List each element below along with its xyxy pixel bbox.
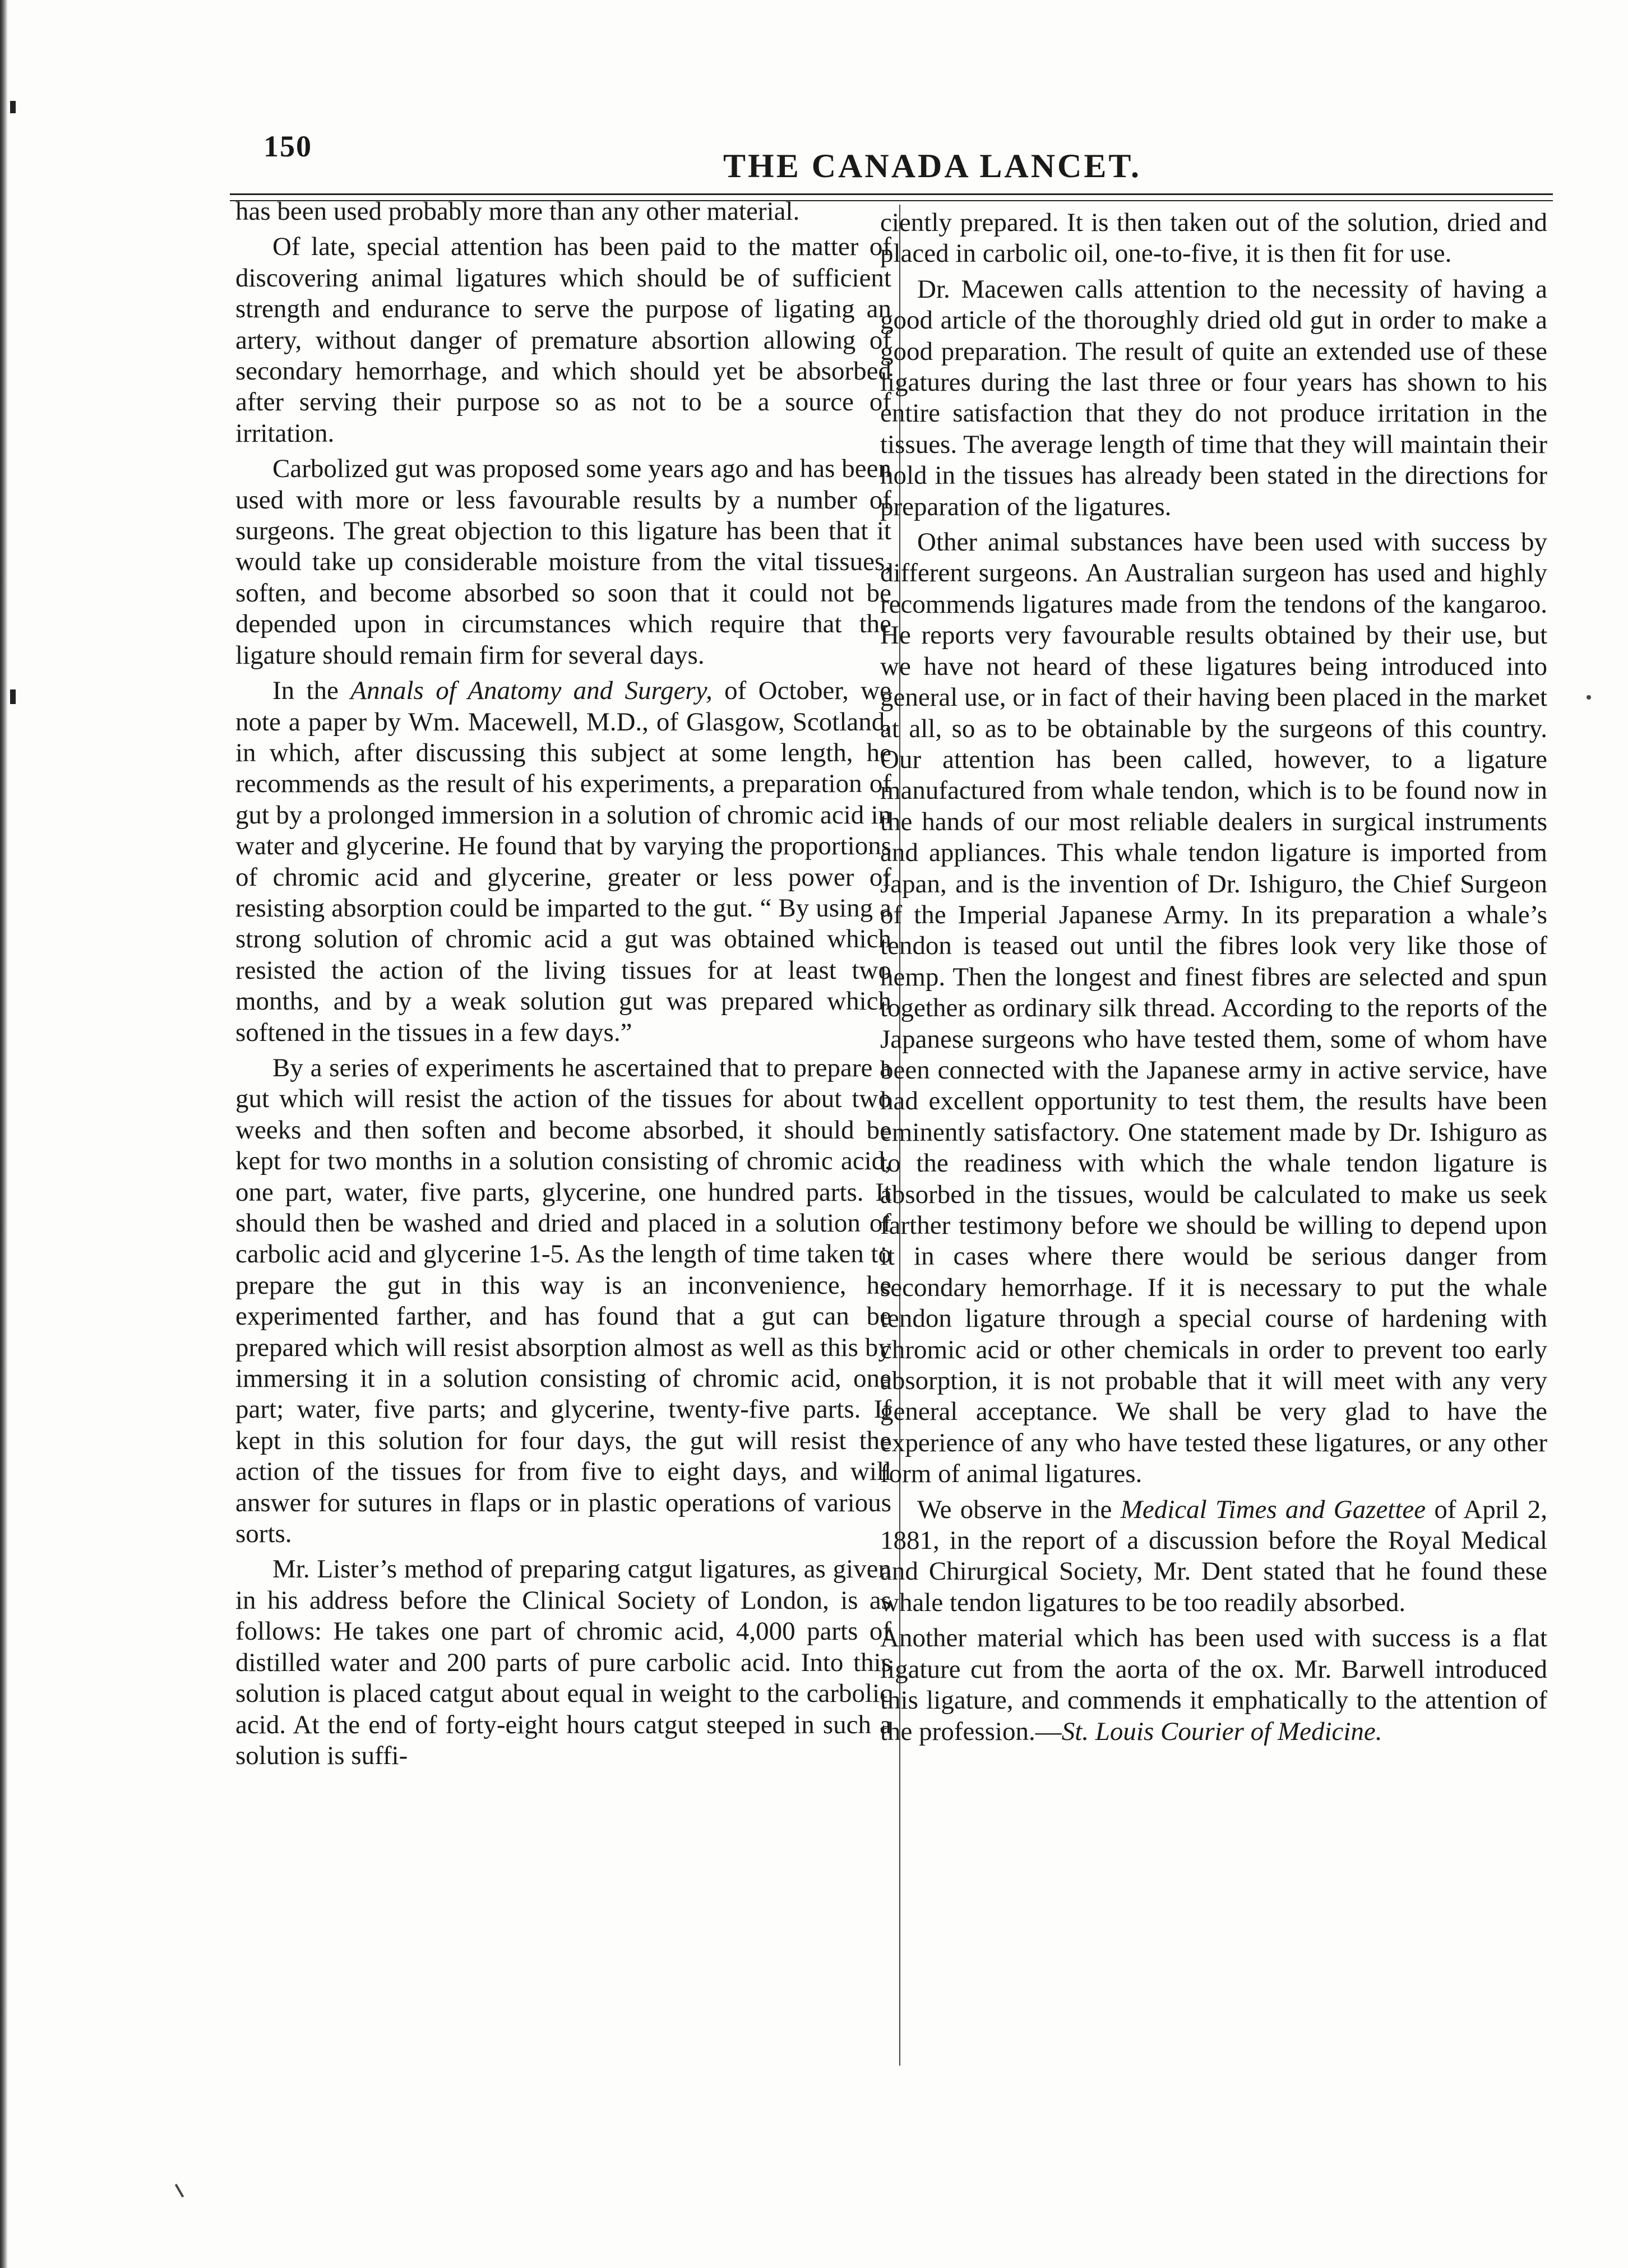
paragraph-text: of April 2, 1881, in the report of a discussion before the Royal Medical and Chirurgical Society, Mr. Dent stated that he found these whale tendon ligatures to be too readily absorbed. (880, 1494, 1547, 1617)
page-binding-edge (0, 0, 8, 2268)
paragraph: By a series of experiments he ascertained that to prepare a gut which will resist the action of the tissues for about two weeks and then soften and become absorbed, it should be kept for two months in a solution consisting of chromic acid, one part, water, five parts, glycerine, one hundred parts. It should then be washed and dried and placed in a solution of carbolic acid and glycerine 1-5. As the length of time taken to prepare the gut in this way is an inconvenience, he experimented farther, and has found that a gut can be prepared which will resist absorption almost as well as this by immersing it in a solution consisting of chromic acid, one part; water, five parts; and glycerine, twenty-five parts. If kept in this solution for four days, the gut will resist the action of the tissues for from five to eight days, and will answer for sutures in flaps or in plastic operations of various sorts. (235, 1053, 891, 1549)
header-rule (230, 193, 1553, 195)
left-column (235, 196, 891, 1771)
paragraph-text: In the (272, 676, 351, 706)
scan-speck (175, 2184, 184, 2198)
paragraph-text: of October, we note a paper by Wm. Macewell, M.D., of Glasgow, Scotland, in which, after discussing this subject at some length, he recommends as the result of his experiments, a preparation of gut by a prolonged immersion in a solution of chromic acid in water and glycerine. He found that by varying the proportions of chromic acid and glycerine, greater or less power of resisting absorption could be imparted to the gut. “ By using a strong solution of chromic acid a gut was obtained which resisted the action of the living tissues for at least two months, and by a weak solution gut was prepared which softened in the tissues in a few days.” (235, 676, 891, 1047)
paragraph (235, 675, 891, 1048)
page-number: 150 (263, 129, 312, 163)
paragraph: Mr. Lister’s method of preparing catgut ligatures, as given in his address before the Clinical Society of London, is as follows: He takes one part of chromic acid, 4,000 parts of distilled water and 200 parts of pure carbolic acid. Into this solution is placed catgut about equal in weight to the carbolic acid. At the end of forty-eight hours catgut steeped in such a solution is suffi- (235, 1554, 891, 1770)
journal-title: THE CANADA LANCET. (723, 147, 1141, 184)
scan-speck (1587, 695, 1591, 700)
page-header (263, 129, 1542, 191)
paragraph: Carbolized gut was proposed some years ago and has been used with more or less favourable results by a number of surgeons. The great objection to this ligature has been that it would take up considerable moisture from the vital tissues, soften, and become absorbed so soon that it could not be depended upon in circumstances which require that the ligature should remain firm for several days. (235, 454, 891, 670)
paragraph: Dr. Macewen calls attention to the necessity of having a good article of the thoroughly dried old gut in order to make a good preparation. The result of quite an extended use of these ligatures during the last three or four years has shown to his entire satisfaction that they do not produce irritation in the tissues. The average length of time that they will maintain their hold in the tissues has already been stated in the directions for preparation of the ligatures. (880, 274, 1547, 521)
paragraph-text: Another material which has been used with success is a flat ligature cut from the aorta of the ox. Mr. Barwell introduced this ligature, and commends it emphatically to the attention of the profession.— (880, 1623, 1547, 1746)
source-citation: St. Louis Courier of Medicine. (1061, 1716, 1382, 1746)
paragraph: ciently prepared. It is then taken out of the solution, dried and placed in carbolic oil, one-to-five, it is then fit for use. (880, 208, 1547, 269)
paragraph (880, 1494, 1547, 1619)
paragraph: has been used probably more than any other material. (235, 197, 800, 226)
paragraph (880, 1623, 1547, 1747)
paragraph: Other animal substances have been used with success by different surgeons. An Australian surgeon has used and highly recommends ligatures made from the tendons of the kangaroo. He reports very favourable results obtained by their use, but we have not heard of these ligatures being introduced into general use, or in fact of their having been placed in the market at all, so as to be obtainable by the surgeons of this country. Our attention has been called, however, to a ligature manufactured from whale tendon, which is to be found now in the hands of our most reliable dealers in surgical instruments and appliances. This whale tendon ligature is imported from Japan, and is the invention of Dr. Ishiguro, the Chief Surgeon of the Imperial Japanese Army. In its preparation a whale’s tendon is teased out until the fibres look very like those of hemp. Then the longest and finest fibres are selected and spun together as ordinary silk thread. According to the reports of the Japanese surgeons who have tested them, some of whom have been connected with the Japanese army in active service, have had excellent opportunity to test them, the results have been eminently satisfactory. One statement made by Dr. Ishiguro as to the readiness with which the whale tendon ligature is absorbed in the tissues, would be calculated to make us seek farther testimony before we should be willing to depend upon it in cases where there would be serious danger from secondary hemorrhage. If it is necessary to put the whale tendon ligature through a special course of hardening with chromic acid or other chemicals in order to prevent too early absorption, it is not probable that it will meet with any very general acceptance. We shall be very glad to have the experience of any who have tested these ligatures, or any other form of animal ligatures. (880, 527, 1547, 1489)
binding-mark (10, 101, 16, 113)
journal-citation: Medical Times and Gazettee (1120, 1494, 1426, 1524)
binding-mark (10, 689, 16, 704)
journal-citation: Annals of Anatomy and Surgery, (350, 676, 713, 706)
paragraph-text: We observe in the (917, 1494, 1121, 1524)
right-column (880, 207, 1547, 1747)
paragraph: Of late, special attention has been paid to the matter of discovering animal ligatures which should be of sufficient strength and endurance to serve the purpose of ligating an artery, without danger of premature absortion allowing of secondary hemorrhage, and which should yet be absorbed after serving their purpose so as not to be a source of irritation. (235, 232, 891, 448)
